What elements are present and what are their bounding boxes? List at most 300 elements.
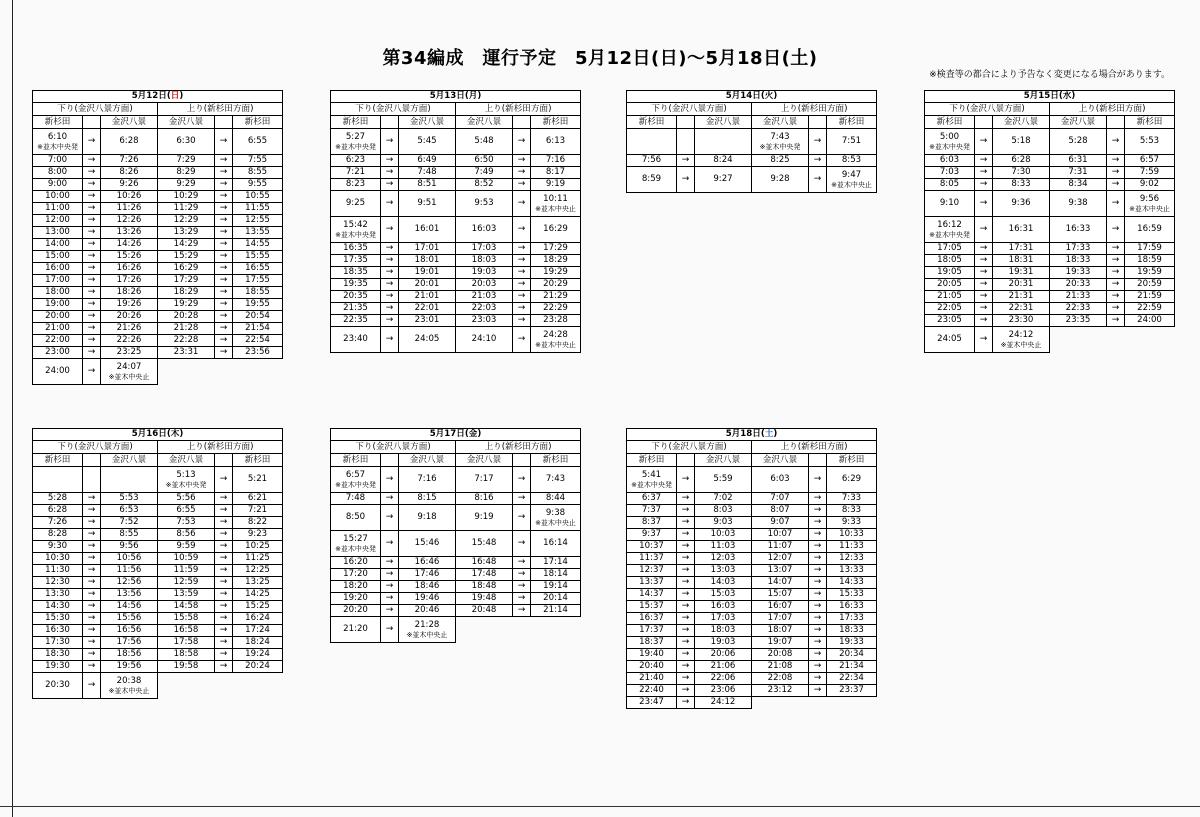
time-value: 12:07 (767, 553, 793, 563)
time-value: 21:31 (1008, 291, 1034, 301)
shinsugita-arr-time (531, 505, 581, 531)
arrow-cell: → (677, 493, 695, 505)
time-value: 16:03 (471, 224, 497, 234)
kanazawahakkei-dep-time (752, 661, 809, 673)
arrow-cell: → (381, 129, 399, 155)
shinsugita-dep-time (33, 335, 83, 347)
timetable-row (33, 347, 283, 359)
time-value: 16:55 (245, 263, 270, 273)
shinsugita-arr-time (827, 129, 877, 155)
shinsugita-dep-time (925, 167, 975, 179)
time-value: 24:12 (710, 697, 736, 707)
shinsugita-arr-time (233, 637, 283, 649)
kanazawahakkei-arr-time (695, 577, 752, 589)
shinsugita-dep-time (331, 327, 381, 353)
time-value: 17:00 (45, 275, 70, 285)
arrow-cell: → (215, 299, 233, 311)
time-value: 18:56 (116, 649, 142, 659)
shinsugita-dep-time (33, 565, 83, 577)
time-value: 11:55 (245, 203, 270, 213)
shinsugita-arr-time (531, 179, 581, 191)
arrow-cell: → (677, 541, 695, 553)
timetable-row (627, 541, 877, 553)
shinsugita-arr-time (233, 299, 283, 311)
shinsugita-arr-time (531, 327, 581, 353)
time-value: 7:51 (841, 136, 862, 146)
arrow-cell: → (809, 637, 827, 649)
time-value: 14:58 (173, 601, 199, 611)
timetable-row (925, 279, 1175, 291)
time-value: 24:00 (1137, 315, 1162, 325)
shinsugita-dep-time (33, 359, 83, 385)
time-value: 10:37 (639, 541, 664, 551)
timetable-row (925, 217, 1175, 243)
col-kanazawahakkei-dep: 金沢八景 (158, 116, 215, 129)
arrow-cell: → (513, 581, 531, 593)
kanazawahakkei-arr-time (101, 541, 158, 553)
time-value: 9:33 (841, 517, 862, 527)
time-value: 5:56 (176, 493, 196, 503)
time-value: 23:06 (710, 685, 736, 695)
shinsugita-dep-time (33, 637, 83, 649)
arrow-cell: → (809, 601, 827, 613)
time-value: 16:31 (1008, 224, 1034, 234)
kanazawahakkei-arr-time (695, 529, 752, 541)
kanazawahakkei-dep-time (456, 505, 513, 531)
time-value: 20:28 (173, 311, 199, 321)
time-value: 11:03 (710, 541, 736, 551)
arrow-cell: → (83, 565, 101, 577)
shinsugita-dep-time (33, 505, 83, 517)
time-value: 6:28 (119, 136, 139, 146)
kanazawahakkei-arr-time (101, 625, 158, 637)
kanazawahakkei-arr-time (993, 167, 1050, 179)
shinsugita-dep-time (33, 517, 83, 529)
arrow-cell: → (1107, 279, 1125, 291)
shinsugita-arr-time (1125, 279, 1175, 291)
time-value: 9:37 (641, 529, 662, 539)
time-value: 18:55 (245, 287, 270, 297)
col-arrow-blank (975, 116, 993, 129)
time-value: 10:07 (767, 529, 793, 539)
arrow-cell: → (381, 291, 399, 303)
down-header: 下り(金沢八景方面) (627, 441, 752, 454)
arrow-cell: → (83, 311, 101, 323)
arrow-cell: → (215, 239, 233, 251)
terminal-note: ※並木中央発 (37, 142, 78, 151)
timetable-row (925, 291, 1175, 303)
timetable-row (627, 577, 877, 589)
time-value: 18:29 (543, 255, 568, 265)
time-value: 24:07 (116, 361, 142, 372)
shinsugita-arr-time (531, 315, 581, 327)
shinsugita-arr-time (827, 685, 877, 697)
time-value: 19:26 (116, 299, 142, 309)
arrow-cell: → (83, 589, 101, 601)
time-value: 22:08 (767, 673, 793, 683)
shinsugita-arr-time (1125, 243, 1175, 255)
shinsugita-arr-time (827, 589, 877, 601)
shinsugita-dep-time (33, 299, 83, 311)
date-row (331, 91, 581, 103)
arrow-cell: → (513, 593, 531, 605)
arrow-cell: → (513, 505, 531, 531)
shinsugita-arr-time (233, 625, 283, 637)
time-value: 19:46 (414, 593, 440, 603)
timetable-row (331, 179, 581, 191)
time-value: 12:37 (639, 565, 664, 575)
col-shinsugita-dep: 新杉田 (331, 116, 381, 129)
time-value: 6:50 (474, 155, 494, 165)
kanazawahakkei-dep-time (1050, 167, 1107, 179)
arrow-cell: → (215, 335, 233, 347)
timetable-row (627, 129, 877, 155)
arrow-cell: → (809, 553, 827, 565)
arrow-cell: → (381, 327, 399, 353)
arrow-cell: → (381, 531, 399, 557)
arrow-cell: → (513, 167, 531, 179)
col-shinsugita-arr: 新杉田 (531, 116, 581, 129)
time-value: 23:01 (414, 315, 440, 325)
timetable-row (33, 637, 283, 649)
shinsugita-dep-time (627, 577, 677, 589)
arrow-cell: → (381, 191, 399, 217)
shinsugita-dep-time (33, 613, 83, 625)
time-value: 9:28 (770, 174, 790, 184)
time-value: 11:29 (173, 203, 199, 213)
time-value: 20:48 (471, 605, 497, 615)
kanazawahakkei-arr-time (695, 155, 752, 167)
time-value: 19:58 (173, 661, 199, 671)
shinsugita-arr-time (827, 577, 877, 589)
arrow-cell: → (513, 569, 531, 581)
shinsugita-arr-time (233, 613, 283, 625)
time-value: 21:26 (116, 323, 142, 333)
kanazawahakkei-arr-time (695, 541, 752, 553)
arrow-cell: → (809, 673, 827, 685)
timetable-row (33, 529, 283, 541)
time-value: 7:03 (939, 167, 960, 177)
kanazawahakkei-arr-time (101, 637, 158, 649)
direction-row (33, 103, 283, 116)
shinsugita-dep-time (925, 327, 975, 353)
time-value: 12:03 (710, 553, 736, 563)
time-value: 8:16 (474, 493, 494, 503)
timetable-row (33, 179, 283, 191)
shinsugita-dep-time (33, 553, 83, 565)
time-value: 15:42 (343, 219, 368, 230)
timetable-row (33, 577, 283, 589)
timetable-row (331, 315, 581, 327)
time-value: 21:01 (414, 291, 440, 301)
time-value: 19:29 (543, 267, 568, 277)
timetable-row (627, 685, 877, 697)
timetable-row (331, 217, 581, 243)
arrow-cell: → (513, 129, 531, 155)
arrow-cell: → (1107, 315, 1125, 327)
shinsugita-dep-time (331, 315, 381, 327)
time-value: 13:00 (45, 227, 70, 237)
arrow-cell: → (677, 577, 695, 589)
timetable-row (33, 649, 283, 661)
arrow-cell: → (677, 529, 695, 541)
shinsugita-dep-time (331, 303, 381, 315)
time-value: 11:00 (45, 203, 70, 213)
timetable-row (33, 505, 283, 517)
time-value: 20:03 (471, 279, 497, 289)
time-value: 7:21 (345, 167, 366, 177)
kanazawahakkei-arr-time (993, 129, 1050, 155)
kanazawahakkei-dep-time (456, 155, 513, 167)
timetable-row (331, 129, 581, 155)
kanazawahakkei-dep-time (752, 541, 809, 553)
timetable-row (33, 311, 283, 323)
arrow-cell: → (1107, 267, 1125, 279)
time-value: 24:12 (1008, 329, 1034, 340)
time-value: 22:28 (173, 335, 199, 345)
kanazawahakkei-dep-time (158, 167, 215, 179)
arrow-cell: → (381, 617, 399, 643)
time-value: 19:07 (767, 637, 793, 647)
time-value: 20:05 (937, 279, 962, 289)
time-value: 16:12 (937, 219, 962, 230)
timetable-row (33, 155, 283, 167)
kanazawahakkei-dep-time (158, 287, 215, 299)
time-value: 21:35 (343, 303, 368, 313)
shinsugita-arr-time (531, 255, 581, 267)
arrow-cell: → (83, 505, 101, 517)
kanazawahakkei-dep-time (1050, 267, 1107, 279)
arrow-cell: → (809, 649, 827, 661)
kanazawahakkei-arr-time (101, 251, 158, 263)
time-value: 7:16 (545, 155, 566, 165)
kanazawahakkei-arr-time (695, 637, 752, 649)
time-value: 19:00 (45, 299, 70, 309)
timetable-row (925, 243, 1175, 255)
time-value: 21:59 (1137, 291, 1162, 301)
time-value: 9:51 (417, 198, 437, 208)
station-header-row (925, 116, 1175, 129)
arrow-cell: → (513, 557, 531, 569)
shinsugita-arr-time (233, 601, 283, 613)
time-value: 16:33 (1065, 224, 1091, 234)
time-value: 7:07 (770, 493, 790, 503)
shinsugita-arr-time (233, 251, 283, 263)
down-header: 下り(金沢八景方面) (925, 103, 1050, 116)
shinsugita-arr-time (827, 505, 877, 517)
shinsugita-dep-time (627, 167, 677, 193)
shinsugita-dep-time (925, 267, 975, 279)
terminal-note: ※並木中央止 (535, 340, 576, 349)
shinsugita-dep-time (627, 529, 677, 541)
shinsugita-dep-time (331, 291, 381, 303)
shinsugita-arr-time (1125, 291, 1175, 303)
time-value: 15:37 (639, 601, 664, 611)
kanazawahakkei-arr-time (993, 267, 1050, 279)
station-header-row (627, 454, 877, 467)
kanazawahakkei-arr-time (101, 287, 158, 299)
arrow-cell: → (809, 167, 827, 193)
time-value: 6:21 (247, 493, 268, 503)
time-value: 17:46 (414, 569, 440, 579)
time-value: 17:03 (471, 243, 497, 253)
kanazawahakkei-arr-time (101, 649, 158, 661)
time-value: 6:37 (641, 493, 662, 503)
arrow-cell: → (381, 267, 399, 279)
time-value: 14:29 (173, 239, 199, 249)
time-value: 19:59 (1137, 267, 1162, 277)
date-cell (627, 429, 877, 441)
shinsugita-arr-time (531, 467, 581, 493)
kanazawahakkei-dep-time (158, 505, 215, 517)
direction-row (627, 441, 877, 454)
kanazawahakkei-arr-time (993, 315, 1050, 327)
arrow-cell: → (975, 267, 993, 279)
kanazawahakkei-dep-time (158, 129, 215, 155)
shinsugita-dep-time (925, 291, 975, 303)
shinsugita-arr-time (233, 323, 283, 335)
time-value: 5:48 (474, 136, 494, 146)
time-value: 16:58 (173, 625, 199, 635)
timetable-row (33, 517, 283, 529)
time-value: 6:23 (345, 155, 366, 165)
terminal-note: ※並木中央発 (631, 480, 672, 489)
kanazawahakkei-dep-time (158, 311, 215, 323)
time-value: 8:26 (119, 167, 139, 177)
arrow-cell: → (677, 589, 695, 601)
time-value: 8:44 (545, 493, 566, 503)
kanazawahakkei-dep-time (158, 263, 215, 275)
shinsugita-dep-time (33, 577, 83, 589)
timetable-row (925, 327, 1175, 353)
kanazawahakkei-arr-time (101, 155, 158, 167)
arrow-cell: → (83, 167, 101, 179)
arrow-cell: → (381, 179, 399, 191)
time-value: 12:00 (45, 215, 70, 225)
arrow-cell: → (677, 467, 695, 493)
kanazawahakkei-dep-time (752, 589, 809, 601)
time-value: 21:20 (343, 624, 368, 634)
kanazawahakkei-dep-time (456, 217, 513, 243)
col-shinsugita-arr: 新杉田 (827, 454, 877, 467)
up-header: 上り(新杉田方面) (1050, 103, 1175, 116)
arrow-cell: → (381, 315, 399, 327)
timetable-row (33, 613, 283, 625)
time-value: 22:00 (45, 335, 70, 345)
kanazawahakkei-dep-time (456, 327, 513, 353)
arrow-cell: → (809, 493, 827, 505)
kanazawahakkei-dep-time (1050, 291, 1107, 303)
timetable-row (331, 593, 581, 605)
arrow-cell: → (809, 577, 827, 589)
arrow-cell: → (513, 267, 531, 279)
timetable-row (331, 167, 581, 179)
time-value: 6:30 (176, 136, 196, 146)
time-value: 8:28 (47, 529, 68, 539)
time-value: 22:03 (471, 303, 497, 313)
time-value: 8:33 (841, 505, 862, 515)
time-value: 16:07 (767, 601, 793, 611)
kanazawahakkei-dep-time (1050, 179, 1107, 191)
time-value: 17:14 (543, 557, 568, 567)
kanazawahakkei-dep-time (158, 347, 215, 359)
time-value: 20:46 (414, 605, 440, 615)
time-value: 18:31 (1008, 255, 1034, 265)
shinsugita-arr-time (1125, 315, 1175, 327)
arrow-cell: → (809, 661, 827, 673)
time-value: 7:53 (176, 517, 196, 527)
time-value: 5:53 (1139, 136, 1160, 146)
date-row (33, 429, 283, 441)
time-value: 9:02 (1139, 179, 1160, 189)
time-value: 21:08 (767, 661, 793, 671)
time-value: 13:26 (116, 227, 142, 237)
direction-row (331, 441, 581, 454)
time-value: 23:35 (1065, 315, 1091, 325)
kanazawahakkei-dep-time (752, 553, 809, 565)
kanazawahakkei-arr-time (993, 279, 1050, 291)
shinsugita-arr-time (531, 191, 581, 217)
arrow-cell: → (513, 327, 531, 353)
timetable-row (331, 467, 581, 493)
time-value: 18:37 (639, 637, 664, 647)
time-value: 19:55 (245, 299, 270, 309)
time-value: 7:55 (247, 155, 268, 165)
kanazawahakkei-dep-time (456, 605, 513, 617)
time-value: 9:19 (545, 179, 566, 189)
time-value: 8:22 (247, 517, 268, 527)
arrow-cell: → (809, 589, 827, 601)
shinsugita-arr-time (233, 227, 283, 239)
shinsugita-dep-time (33, 467, 83, 493)
shinsugita-dep-time (33, 239, 83, 251)
time-value: 10:29 (173, 191, 199, 201)
shinsugita-dep-time (627, 541, 677, 553)
col-arrow-blank (83, 116, 101, 129)
shinsugita-arr-time (233, 347, 283, 359)
timetable-row (925, 155, 1175, 167)
shinsugita-dep-time (331, 255, 381, 267)
time-value: 6:10 (47, 131, 68, 142)
time-value: 10:00 (45, 191, 70, 201)
shinsugita-arr-time (1125, 267, 1175, 279)
time-value: 18:24 (245, 637, 270, 647)
time-value: 7:17 (474, 474, 494, 484)
time-value: 6:13 (545, 136, 566, 146)
arrow-cell: → (975, 155, 993, 167)
time-value: 14:25 (245, 589, 270, 599)
kanazawahakkei-arr-time (993, 191, 1050, 217)
col-arrow-blank (1107, 116, 1125, 129)
shinsugita-arr-time (827, 167, 877, 193)
shinsugita-arr-time (233, 155, 283, 167)
time-value: 7:52 (119, 517, 139, 527)
shinsugita-dep-time (627, 649, 677, 661)
col-shinsugita-dep: 新杉田 (33, 116, 83, 129)
time-value: 21:03 (471, 291, 497, 301)
time-value: 22:01 (414, 303, 440, 313)
time-value: 16:03 (710, 601, 736, 611)
time-value: 8:15 (417, 493, 437, 503)
time-value: 16:14 (543, 538, 568, 548)
kanazawahakkei-arr-time (101, 191, 158, 203)
shinsugita-dep-time (627, 697, 677, 709)
kanazawahakkei-arr-time (101, 565, 158, 577)
col-kanazawahakkei-dep: 金沢八景 (752, 454, 809, 467)
kanazawahakkei-arr-time (399, 493, 456, 505)
kanazawahakkei-dep-time (158, 203, 215, 215)
time-value: 9:59 (176, 541, 196, 551)
